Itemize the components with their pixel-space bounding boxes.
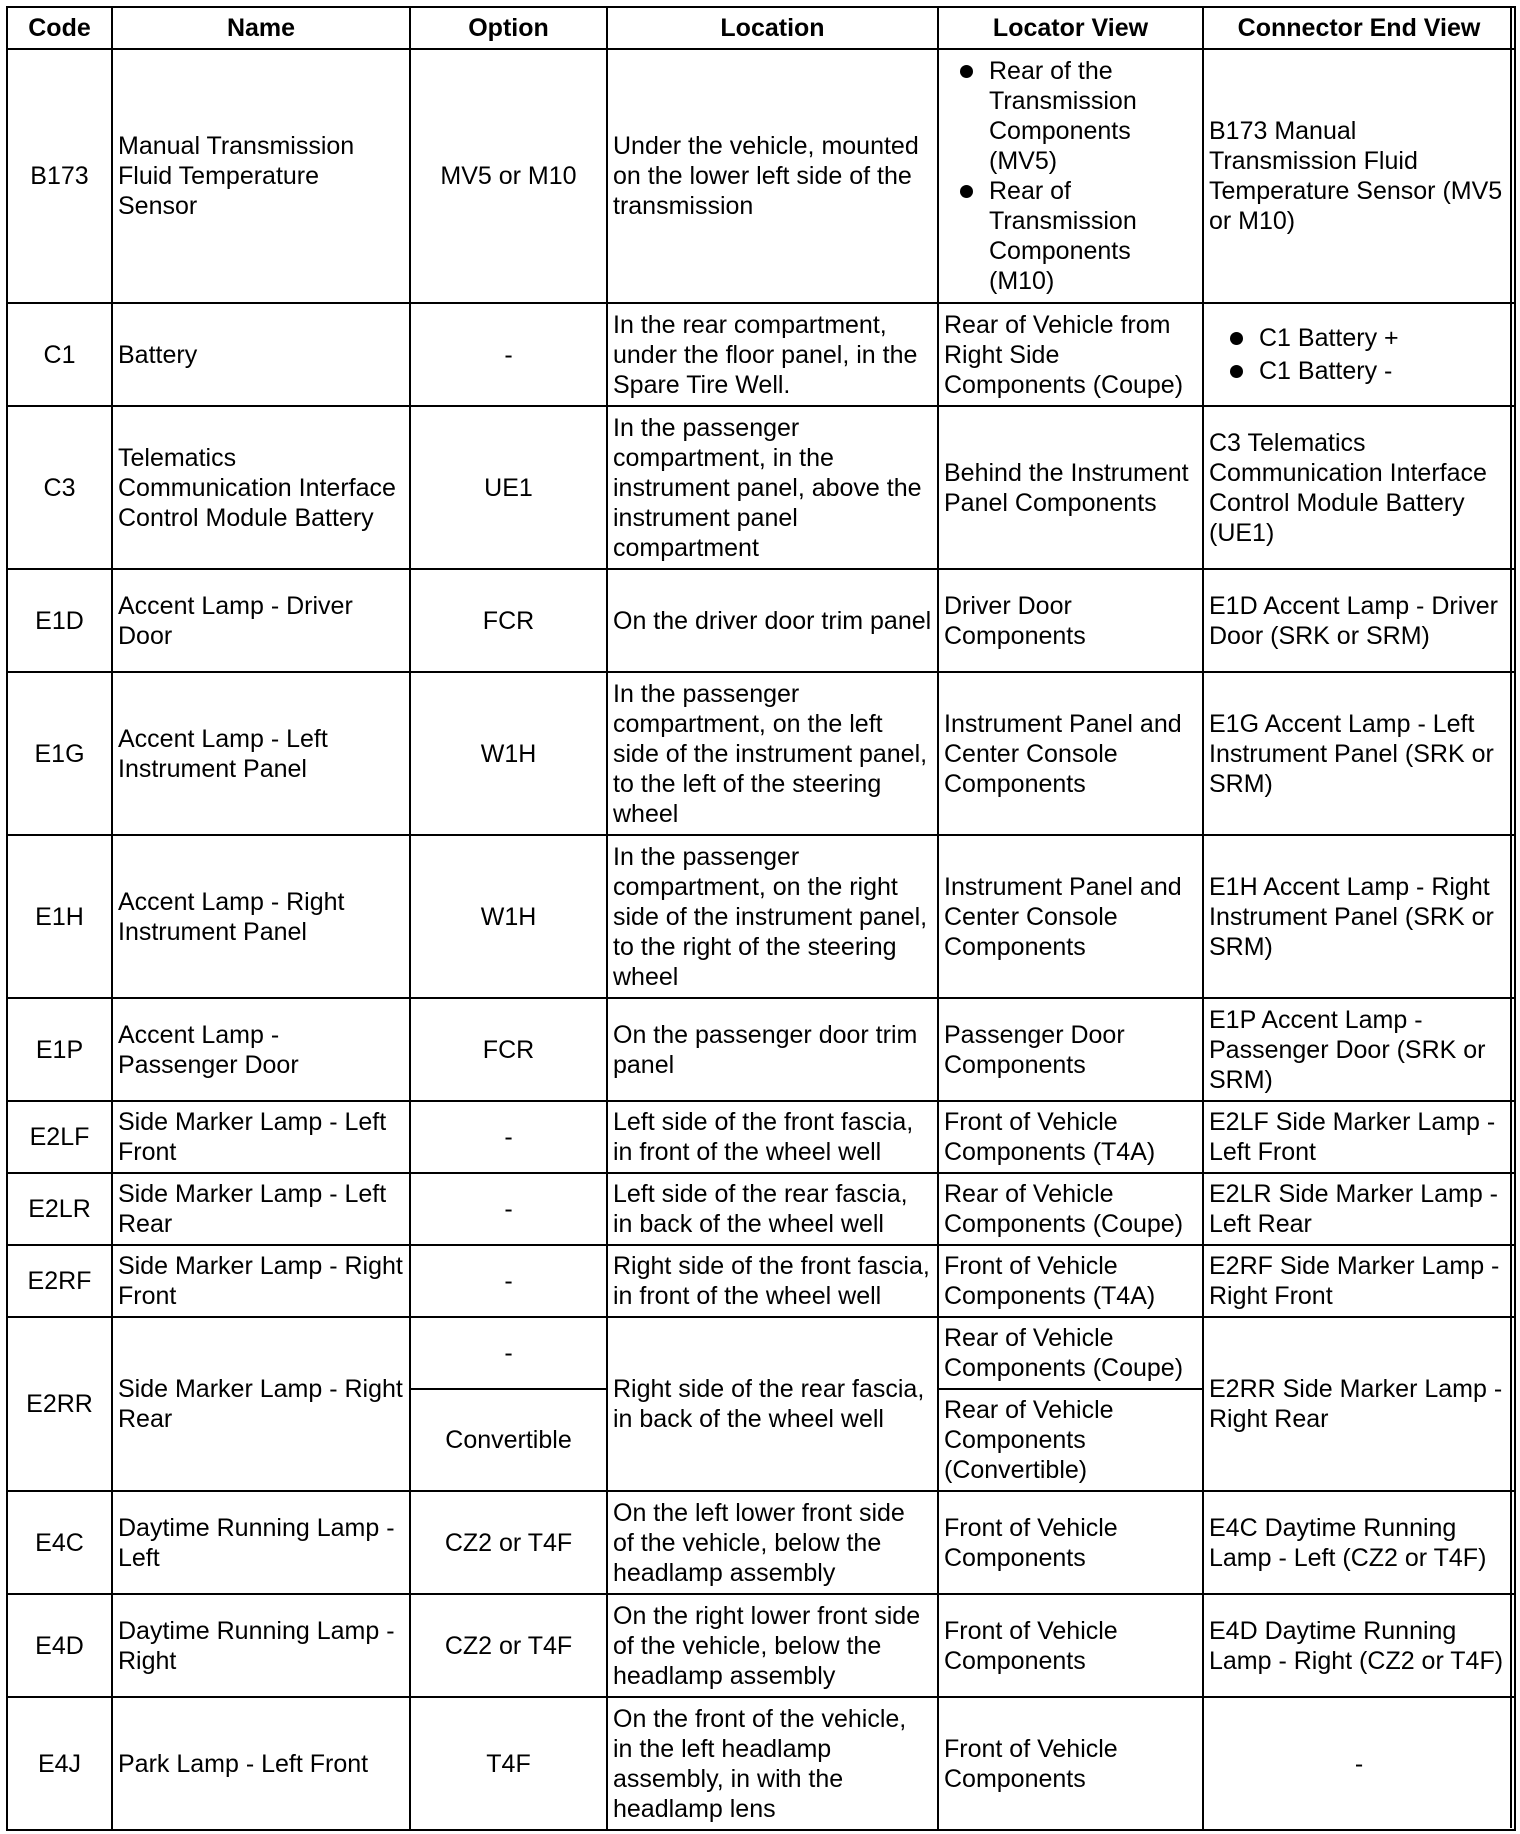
connector-end-view-cell[interactable]: E1G Accent Lamp - Left Instrument Panel (SRK or SRM)	[1203, 672, 1515, 835]
name-cell: Daytime Running Lamp - Left	[112, 1491, 410, 1594]
option-cell: T4F	[410, 1697, 607, 1830]
name-cell: Side Marker Lamp - Left Rear	[112, 1173, 410, 1245]
name-cell: Accent Lamp - Right Instrument Panel	[112, 835, 410, 998]
list-item	[1209, 355, 1509, 388]
header-locator-view: Locator View	[938, 7, 1203, 49]
locator-view-cell	[938, 49, 1203, 303]
option-cell: FCR	[410, 569, 607, 672]
name-cell: Side Marker Lamp - Right Rear	[112, 1317, 410, 1491]
locator-view-cell[interactable]: Passenger Door Components	[938, 998, 1203, 1101]
option-cell: W1H	[410, 835, 607, 998]
name-cell: Telematics Communication Interface Control Module Battery	[112, 406, 410, 569]
location-cell: In the passenger compartment, on the right side of the instrument panel, to the right of the steering wheel	[607, 835, 938, 998]
code-cell: E4J	[7, 1697, 112, 1830]
code-cell: E2RF	[7, 1245, 112, 1317]
connector-end-view-cell[interactable]: C3 Telematics Communication Interface Control Module Battery (UE1)	[1203, 406, 1515, 569]
table-row	[7, 1173, 1515, 1245]
connector-end-view-cell	[1203, 303, 1515, 406]
connector-end-view-cell[interactable]: E2LR Side Marker Lamp - Left Rear	[1203, 1173, 1515, 1245]
location-cell: On the front of the vehicle, in the left headlamp assembly, in with the headlamp lens	[607, 1697, 938, 1830]
location-cell: Right side of the front fascia, in front of the wheel well	[607, 1245, 938, 1317]
table-row	[7, 1697, 1515, 1830]
option-cell: FCR	[410, 998, 607, 1101]
location-cell: On the right lower front side of the vehicle, below the headlamp assembly	[607, 1594, 938, 1697]
location-cell: Right side of the rear fascia, in back of the wheel well	[607, 1317, 938, 1491]
name-cell: Battery	[112, 303, 410, 406]
page-edge-divider	[1510, 6, 1512, 1828]
name-cell: Manual Transmission Fluid Temperature Sensor	[112, 49, 410, 303]
connector-end-view-cell[interactable]: E2LF Side Marker Lamp - Left Front	[1203, 1101, 1515, 1173]
table-row	[7, 672, 1515, 835]
name-cell: Park Lamp - Left Front	[112, 1697, 410, 1830]
locator-view-cell[interactable]: Front of Vehicle Components (T4A)	[938, 1101, 1203, 1173]
code-cell: E4D	[7, 1594, 112, 1697]
location-cell: On the left lower front side of the vehicle, below the headlamp assembly	[607, 1491, 938, 1594]
locator-view-cell[interactable]: Front of Vehicle Components (T4A)	[938, 1245, 1203, 1317]
option-cell: -	[410, 1173, 607, 1245]
code-cell: E1D	[7, 569, 112, 672]
option-cell: CZ2 or T4F	[410, 1594, 607, 1697]
connector-end-view-cell: -	[1203, 1697, 1515, 1830]
header-location: Location	[607, 7, 938, 49]
table-row	[7, 1245, 1515, 1317]
connector-end-view-cell[interactable]: E1H Accent Lamp - Right Instrument Panel (SRK or SRM)	[1203, 835, 1515, 998]
locator-view-cell[interactable]: Behind the Instrument Panel Components	[938, 406, 1203, 569]
table-row	[7, 569, 1515, 672]
table-row	[7, 1101, 1515, 1173]
locator-view-cell[interactable]: Front of Vehicle Components	[938, 1697, 1203, 1830]
locator-view-cell[interactable]: Rear of Vehicle Components (Coupe)	[938, 1173, 1203, 1245]
table-row	[7, 835, 1515, 998]
header-name: Name	[112, 7, 410, 49]
option-cell: Convertible	[410, 1389, 607, 1491]
location-cell: On the passenger door trim panel	[607, 998, 938, 1101]
name-cell: Daytime Running Lamp - Right	[112, 1594, 410, 1697]
connector-end-view-link[interactable]: C1 Battery -	[1259, 356, 1393, 385]
code-cell: E2RR	[7, 1317, 112, 1491]
table-header-row	[7, 7, 1515, 49]
option-cell: -	[410, 1101, 607, 1173]
locator-view-cell[interactable]: Instrument Panel and Center Console Components	[938, 835, 1203, 998]
locator-view-link[interactable]: Rear of Transmission Components (M10)	[989, 177, 1137, 295]
table-row	[7, 1317, 1515, 1389]
locator-view-cell[interactable]: Rear of Vehicle Components (Convertible)	[938, 1389, 1203, 1491]
option-cell: W1H	[410, 672, 607, 835]
locator-view-cell[interactable]: Driver Door Components	[938, 569, 1203, 672]
location-cell: In the passenger compartment, on the left side of the instrument panel, to the left of the steering wheel	[607, 672, 938, 835]
name-cell: Accent Lamp - Driver Door	[112, 569, 410, 672]
location-cell: In the passenger compartment, in the instrument panel, above the instrument panel compartment	[607, 406, 938, 569]
list-item	[944, 176, 1197, 296]
option-cell: MV5 or M10	[410, 49, 607, 303]
table-row	[7, 406, 1515, 569]
code-cell: C3	[7, 406, 112, 569]
component-locator-table	[6, 6, 1516, 1831]
table-row	[7, 998, 1515, 1101]
code-cell: E4C	[7, 1491, 112, 1594]
code-cell: E2LF	[7, 1101, 112, 1173]
location-cell: Under the vehicle, mounted on the lower left side of the transmission	[607, 49, 938, 303]
option-cell: -	[410, 1317, 607, 1389]
bullet-icon	[960, 185, 973, 198]
name-cell: Side Marker Lamp - Left Front	[112, 1101, 410, 1173]
connector-end-view-cell[interactable]: E1P Accent Lamp - Passenger Door (SRK or SRM)	[1203, 998, 1515, 1101]
connector-end-view-cell[interactable]: E4C Daytime Running Lamp - Left (CZ2 or T4F)	[1203, 1491, 1515, 1594]
code-cell: B173	[7, 49, 112, 303]
code-cell: C1	[7, 303, 112, 406]
connector-end-view-cell[interactable]: E4D Daytime Running Lamp - Right (CZ2 or T4F)	[1203, 1594, 1515, 1697]
connector-end-view-cell[interactable]: E1D Accent Lamp - Driver Door (SRK or SRM)	[1203, 569, 1515, 672]
name-cell: Accent Lamp - Passenger Door	[112, 998, 410, 1101]
location-cell: Left side of the rear fascia, in back of the wheel well	[607, 1173, 938, 1245]
name-cell: Accent Lamp - Left Instrument Panel	[112, 672, 410, 835]
bullet-icon	[960, 65, 973, 78]
table-row	[7, 303, 1515, 406]
bullet-icon	[1230, 365, 1243, 378]
name-cell: Side Marker Lamp - Right Front	[112, 1245, 410, 1317]
header-connector-end-view: Connector End View	[1203, 7, 1515, 49]
connector-end-view-list	[1209, 322, 1509, 388]
locator-view-list	[944, 56, 1197, 296]
code-cell: E2LR	[7, 1173, 112, 1245]
locator-view-cell[interactable]: Rear of Vehicle Components (Coupe)	[938, 1317, 1203, 1389]
connector-end-view-cell[interactable]: B173 Manual Transmission Fluid Temperature Sensor (MV5 or M10)	[1203, 49, 1515, 303]
bullet-icon	[1230, 332, 1243, 345]
option-cell: UE1	[410, 406, 607, 569]
table-row	[7, 1491, 1515, 1594]
code-cell: E1P	[7, 998, 112, 1101]
table-row	[7, 49, 1515, 303]
code-cell: E1G	[7, 672, 112, 835]
connector-end-view-cell[interactable]: E2RR Side Marker Lamp - Right Rear	[1203, 1317, 1515, 1491]
locator-view-cell[interactable]: Instrument Panel and Center Console Components	[938, 672, 1203, 835]
locator-view-cell[interactable]: Rear of Vehicle from Right Side Components (Coupe)	[938, 303, 1203, 406]
component-locator-table-sheet	[6, 6, 1514, 1828]
header-code: Code	[7, 7, 112, 49]
connector-end-view-link[interactable]: C1 Battery +	[1259, 323, 1399, 352]
option-cell: CZ2 or T4F	[410, 1491, 607, 1594]
locator-view-cell[interactable]: Front of Vehicle Components	[938, 1491, 1203, 1594]
locator-view-link[interactable]: Rear of the Transmission Components (MV5)	[989, 57, 1137, 175]
option-cell: -	[410, 1245, 607, 1317]
location-cell: On the driver door trim panel	[607, 569, 938, 672]
list-item	[1209, 322, 1509, 355]
header-option: Option	[410, 7, 607, 49]
location-cell: Left side of the front fascia, in front of the wheel well	[607, 1101, 938, 1173]
table-row	[7, 1594, 1515, 1697]
option-cell: -	[410, 303, 607, 406]
code-cell: E1H	[7, 835, 112, 998]
list-item	[944, 56, 1197, 176]
locator-view-cell[interactable]: Front of Vehicle Components	[938, 1594, 1203, 1697]
connector-end-view-cell[interactable]: E2RF Side Marker Lamp - Right Front	[1203, 1245, 1515, 1317]
location-cell: In the rear compartment, under the floor panel, in the Spare Tire Well.	[607, 303, 938, 406]
